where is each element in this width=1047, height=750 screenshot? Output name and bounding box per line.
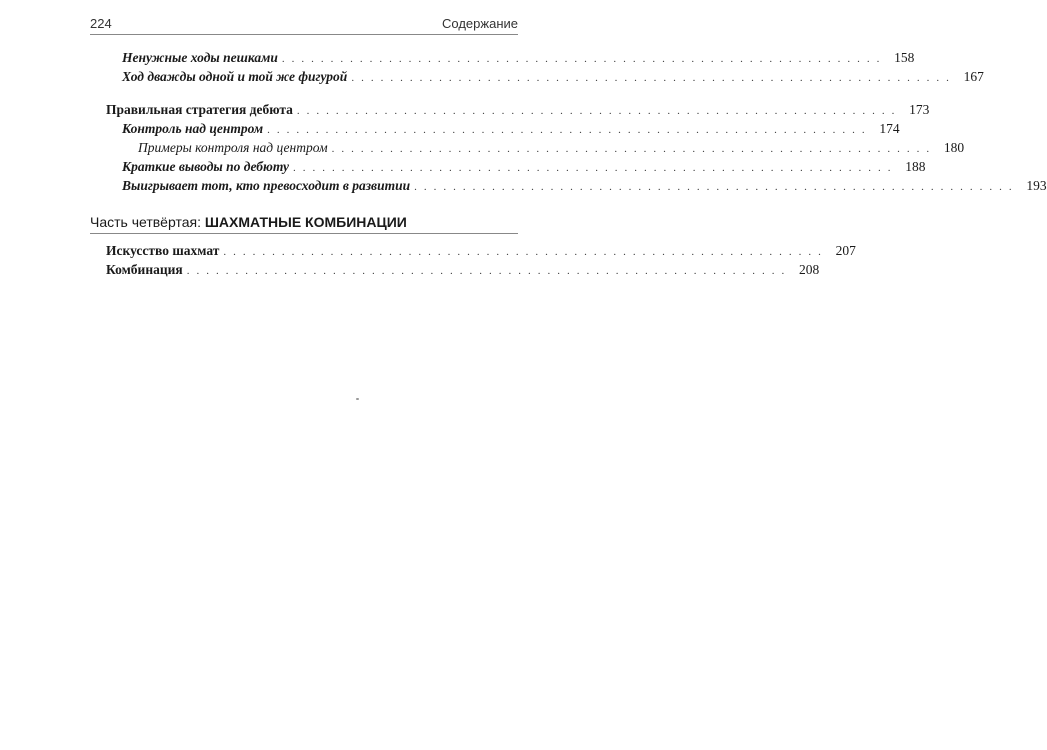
spacer xyxy=(90,195,518,212)
toc-entry xyxy=(90,48,915,67)
toc-entry-page: 180 xyxy=(943,140,965,155)
running-header xyxy=(90,12,518,35)
leader-dots: .............................................................. xyxy=(414,181,1019,193)
toc-entry-page: 173 xyxy=(909,102,930,117)
toc-entry-page: 167 xyxy=(963,69,984,84)
toc-entry-title: Выигрывает тот, кто превосходит в развитии xyxy=(122,178,411,193)
toc-entry-page: 193 xyxy=(1026,178,1047,193)
leader-dots: .............................................................. xyxy=(293,162,898,174)
toc-entry-title: Правильная стратегия дебюта xyxy=(106,102,293,117)
toc-entry-title: Искусство шахмат xyxy=(106,243,220,258)
toc-entry-page: 174 xyxy=(879,121,900,136)
toc-entry xyxy=(90,176,1047,195)
toc-entry xyxy=(90,157,926,176)
spacer xyxy=(90,86,518,100)
leader-dots: .............................................................. xyxy=(296,105,902,117)
leader-dots: .............................................................. xyxy=(351,72,956,84)
toc-section-heading xyxy=(90,100,930,119)
part-heading xyxy=(90,212,518,234)
leader-dots: .............................................................. xyxy=(281,53,887,65)
toc-entry-page: 158 xyxy=(894,50,915,65)
toc-entry-title: Контроль над центром xyxy=(122,121,264,136)
leader-dots: .............................................................. xyxy=(186,265,792,277)
leader-dots: .............................................................. xyxy=(267,124,872,136)
toc-entry-title: Примеры контроля над центром xyxy=(138,140,328,155)
toc-entry-page: 207 xyxy=(835,243,856,258)
toc-entry xyxy=(90,119,900,138)
leader-dots: .............................................................. xyxy=(223,246,828,258)
toc-entry-page: 208 xyxy=(798,262,820,277)
leader-dots: .............................................................. xyxy=(331,143,937,155)
page-number: 224 xyxy=(90,16,112,31)
toc-entry-title: Ход дважды одной и той же фигурой xyxy=(122,69,348,84)
part-prefix: Часть четвёртая: xyxy=(90,214,201,230)
toc-entry xyxy=(90,138,965,157)
toc-section-heading xyxy=(90,241,856,260)
toc-entry-title: Ненужные ходы пешками xyxy=(122,50,278,65)
section-title: Содержание xyxy=(442,16,518,31)
toc-entry-title: Комбинация xyxy=(106,262,183,277)
toc-entry xyxy=(90,67,984,86)
print-speck xyxy=(356,398,359,400)
toc-section-heading xyxy=(90,260,820,279)
toc-entry-title: Краткие выводы по дебюту xyxy=(122,159,290,174)
table-of-contents xyxy=(90,48,1047,279)
toc-entry-page: 188 xyxy=(905,159,926,174)
part-title: ШАХМАТНЫЕ КОМБИНАЦИИ xyxy=(204,214,407,230)
